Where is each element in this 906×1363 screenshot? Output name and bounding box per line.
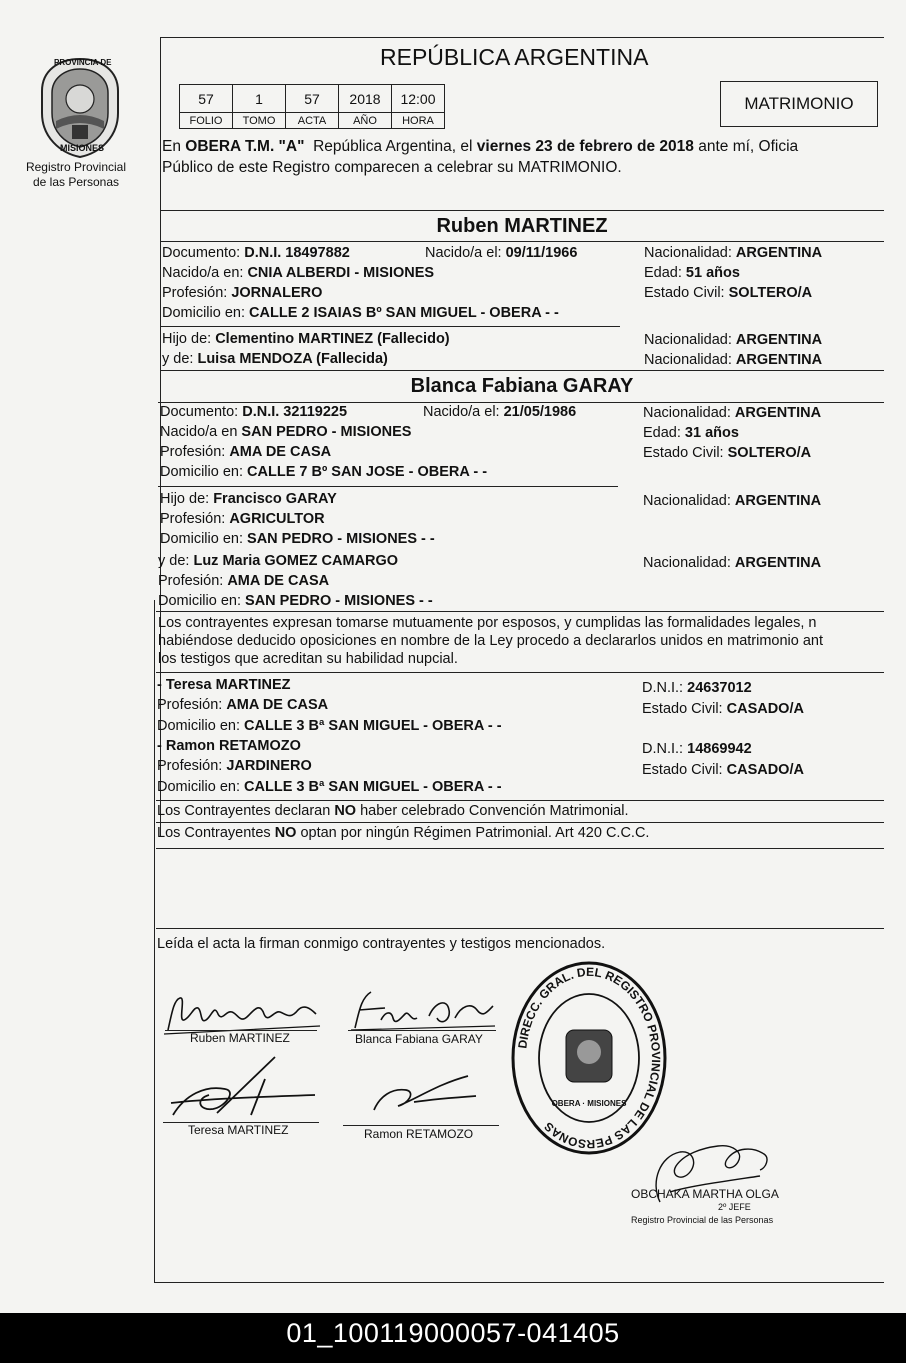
declaration-divider (156, 672, 884, 673)
hora-value: 12:00 (392, 85, 445, 113)
intro-line-1 (162, 138, 798, 156)
officer-role: 2º JEFE (718, 1202, 751, 1212)
folio-value: 57 (180, 85, 233, 113)
spouse2-mother-nationality: Nacionalidad: ARGENTINA (643, 555, 822, 571)
emblem-ring-top: PROVINCIA DE (54, 58, 112, 67)
spouse2-mother: y de: Luz Maria GOMEZ CAMARGO (158, 553, 399, 569)
spouse1-father: Hijo de: Clementino MARTINEZ (Fallecido) (162, 331, 450, 347)
spouse2-address-divider (158, 486, 618, 487)
spouse2-name-divider (158, 402, 884, 403)
witness1-profession: Profesión: AMA DE CASA (157, 697, 329, 713)
witness2-name: - Ramon RETAMOZO (157, 738, 301, 754)
spouse2-mother-profession: Profesión: AMA DE CASA (158, 573, 330, 589)
signature-teresa (165, 1055, 325, 1125)
signature-name-1: Ruben MARTINEZ (190, 1031, 290, 1045)
declaration-line-2: habiéndose deducido oposiciones en nombre de la Ley procedo a declararlos unidos en matrimonio ant (158, 633, 824, 649)
spouse2-birthplace: Nacido/a en SAN PEDRO - MISIONES (160, 424, 412, 440)
spouse1-nationality: Nacionalidad: ARGENTINA (644, 245, 823, 261)
registry-fields-table (179, 84, 445, 129)
signature-name-3: Teresa MARTINEZ (188, 1123, 289, 1137)
spouse1-address: Domicilio en: CALLE 2 ISAIAS Bº SAN MIGUEL - OBERA - - (162, 305, 559, 321)
spouse1-civil-status: Estado Civil: SOLTERO/A (644, 285, 813, 301)
acta-value: 57 (286, 85, 339, 113)
spouse1-birth-date: Nacido/a el: 09/11/1966 (425, 245, 578, 261)
spouse1-age: Edad: 51 años (644, 265, 740, 281)
witness1-dni: D.N.I.: 24637012 (642, 680, 752, 696)
intro-p3: ante mí, Oficia (693, 138, 799, 155)
spouse1-mother-nationality: Nacionalidad: ARGENTINA (644, 352, 823, 368)
witness2-civil-status: Estado Civil: CASADO/A (642, 762, 804, 778)
witness1-address: Domicilio en: CALLE 3 Bª SAN MIGUEL - OBERA - - (157, 718, 502, 734)
spouse2-address: Domicilio en: CALLE 7 Bº SAN JOSE - OBERA - - (160, 464, 488, 480)
document-id: 01_100119000057-041405 (286, 1318, 620, 1348)
spouse1-mother: y de: Luisa MENDOZA (Fallecida) (162, 351, 388, 367)
intro-p1: En (162, 138, 186, 155)
spouse2-birth-date: Nacido/a el: 21/05/1986 (423, 404, 577, 420)
convention-mid-divider (156, 822, 884, 823)
left-border-lower (154, 600, 155, 1283)
emblem-ring-bottom: MISIONES (60, 143, 105, 153)
tomo-value: 1 (233, 85, 286, 113)
province-emblem (32, 55, 128, 159)
folio-label: FOLIO (180, 113, 233, 129)
witnesses-divider (156, 800, 884, 801)
spouse1-divider (160, 370, 884, 371)
spouse2-name: Blanca Fabiana GARAY (410, 375, 634, 397)
spouse1-birthplace: Nacido/a en: CNIA ALBERDI - MISIONES (162, 265, 435, 281)
spouse2-father-address: Domicilio en: SAN PEDRO - MISIONES - - (160, 531, 435, 547)
spouse2-divider (156, 611, 884, 612)
closing-statement: Leída el acta la firman conmigo contrayentes y testigos mencionados. (157, 936, 606, 952)
spouse1-name-divider (160, 241, 884, 242)
document-title: REPÚBLICA ARGENTINA (380, 44, 649, 70)
record-type-box: MATRIMONIO (720, 81, 878, 127)
signature-name-2: Blanca Fabiana GARAY (355, 1032, 483, 1046)
spouse2-age: Edad: 31 años (643, 425, 739, 441)
spouse2-profession: Profesión: AMA DE CASA (160, 444, 332, 460)
witness1-civil-status: Estado Civil: CASADO/A (642, 701, 804, 717)
ano-value: 2018 (339, 85, 392, 113)
official-seal (508, 958, 670, 1158)
spouse1-address-divider (160, 326, 620, 327)
convention-line-1: Los Contrayentes declaran NO haber celebrado Convención Matrimonial. (157, 803, 629, 819)
seal-ring-text: DIRECC. GRAL. DEL REGISTRO PROVINCIAL DE LAS PERSONAS (515, 964, 664, 1152)
emblem-caption-1: Registro Provincial (25, 160, 127, 174)
witness2-dni: D.N.I.: 14869942 (642, 741, 752, 757)
intro-line-2: Público de este Registro comparecen a celebrar su MATRIMONIO. (162, 159, 622, 176)
bottom-border (154, 1282, 884, 1283)
seal-inner-text: OBERA · MISIONES (551, 1099, 627, 1108)
witness2-profession: Profesión: JARDINERO (157, 758, 312, 774)
spouse2-document: Documento: D.N.I. 32119225 (160, 404, 348, 420)
intro-place: OBERA T.M. "A" (185, 138, 305, 155)
signature-line-4 (343, 1125, 499, 1126)
intro-p2: República Argentina, el (304, 138, 477, 155)
notes-divider (156, 928, 884, 929)
convention-line-2: Los Contrayentes NO optan por ningún Régimen Patrimonial. Art 420 C.C.C. (157, 825, 650, 841)
spouse2-father: Hijo de: Francisco GARAY (160, 491, 337, 507)
hora-label: HORA (392, 113, 445, 129)
spouse2-father-profession: Profesión: AGRICULTOR (160, 511, 325, 527)
signature-blanca (345, 988, 500, 1033)
declaration-line-3: los testigos que acreditan su habilidad nupcial. (158, 651, 458, 667)
spouse1-document: Documento: D.N.I. 18497882 (162, 245, 350, 261)
convention-divider (156, 848, 884, 849)
signature-line-2 (348, 1030, 496, 1031)
declaration-line-1: Los contrayentes expresan tomarse mutuamente por esposos, y cumplidas las formalidades legales, n (158, 615, 817, 631)
top-border (160, 37, 884, 38)
witness1-name: - Teresa MARTINEZ (157, 677, 291, 693)
intro-date: viernes 23 de febrero de 2018 (476, 138, 694, 155)
spouse2-civil-status: Estado Civil: SOLTERO/A (643, 445, 812, 461)
header-divider (160, 210, 884, 211)
signature-name-4: Ramon RETAMOZO (364, 1127, 474, 1141)
tomo-label: TOMO (233, 113, 286, 129)
officer-name: OBCHAKA MARTHA OLGA (631, 1187, 779, 1201)
signature-ramon (368, 1072, 483, 1117)
witness2-address: Domicilio en: CALLE 3 Bª SAN MIGUEL - OBERA - - (157, 779, 502, 795)
emblem-caption-2: de las Personas (32, 175, 120, 189)
spouse2-nationality: Nacionalidad: ARGENTINA (643, 405, 822, 421)
officer-org: Registro Provincial de las Personas (631, 1215, 774, 1225)
spouse2-mother-address: Domicilio en: SAN PEDRO - MISIONES - - (158, 593, 433, 609)
spouse1-name: Ruben MARTINEZ (436, 215, 608, 237)
ano-label: AÑO (339, 113, 392, 129)
acta-label: ACTA (286, 113, 339, 129)
spouse1-father-nationality: Nacionalidad: ARGENTINA (644, 332, 823, 348)
spouse1-profession: Profesión: JORNALERO (162, 285, 323, 301)
spouse2-father-nationality: Nacionalidad: ARGENTINA (643, 493, 822, 509)
